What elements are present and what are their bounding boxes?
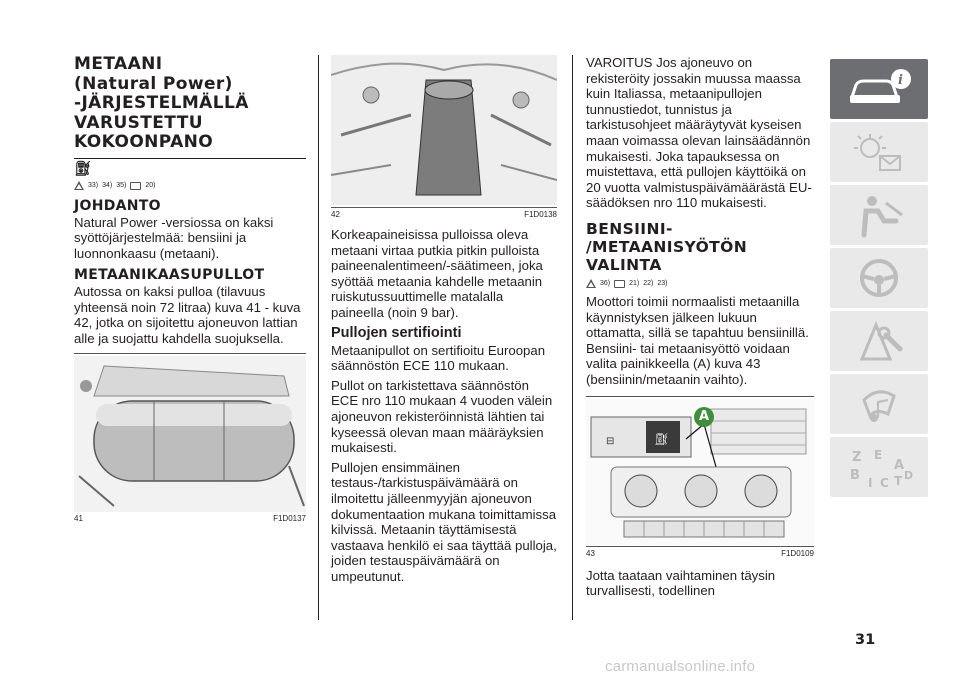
section-title (586, 220, 814, 274)
ref-number: 34) (102, 182, 113, 189)
figure-code: F1D0138 (524, 210, 557, 219)
ref-number: 20) (145, 182, 156, 189)
title-line: KOKOONPANO (74, 132, 214, 152)
ref-number: 35) (116, 182, 127, 189)
ref-number: 33) (88, 182, 99, 189)
manual-book-icon (614, 280, 625, 288)
title-line: /METAANISYÖTÖN (586, 237, 748, 256)
right-column (586, 55, 814, 599)
title-line: BENSIINI- (586, 219, 673, 238)
figure-code: F1D0137 (273, 513, 306, 523)
figure-42 (331, 55, 557, 219)
left-column (74, 55, 306, 523)
svg-text:Z: Z (852, 450, 862, 465)
airbag-seat-icon[interactable] (830, 185, 928, 245)
svg-text:E: E (874, 448, 883, 462)
alphabet-index-icon[interactable] (830, 437, 928, 497)
body-text: Autossa on kaksi pulloa (tilavuus yhteensä noin 72 litraa) kuva 41 - kuva 42, jotka on sijoitettu ajoneuvon lattian alle ja suojattu kahdella suojuksella. (74, 284, 301, 347)
body-text: Natural Power -versiossa on kaksi syöttöjärjestelmää: bensiini ja luonnonkaasu (metaani). (74, 214, 274, 261)
subsection-title: JOHDANTO (74, 197, 161, 214)
chapter-tabs (830, 59, 928, 500)
underbody-image (331, 55, 557, 205)
methane-nozzle-icon: ⛽︎ (74, 160, 92, 177)
svg-text:D: D (904, 469, 914, 482)
body-text: Pullot on tarkistettava säännöstön ECE nro 110 mukaan 4 vuoden välein ajoneuvon rekisteröinnistä lähtien tai kyseessä olevan maan määräyksien mukaisesti. (331, 377, 553, 456)
body-text: Jotta taataan vaihtaminen täysin turvallisesti, todellinen (586, 567, 776, 599)
svg-text:i: i (898, 73, 903, 88)
ref-number: 22) (643, 280, 654, 288)
svg-text:A: A (894, 458, 905, 473)
manual-book-icon (130, 182, 141, 190)
figure-41 (74, 353, 306, 523)
warning-triangle-icon (586, 279, 596, 288)
svg-text:⛽︎: ⛽︎ (654, 431, 670, 446)
title-line: -JÄRJESTELMÄLLÄ (74, 93, 249, 113)
warning-text: VAROITUS Jos ajoneuvo on rekisteröity jossakin muussa maassa kuin Italiassa, metaanipullojen tunnustiedot, tunnistus ja tarkistusohjeet määräytyvät kyseisen maan voimassa olevan lainsäädännön mukaisesti. Joka tapauksessa on muistettava, että pullojen käyttöikä on 20 vuotta valmistuspäivämäärästä EU-säädöksen nro 110 mukaisesti. (586, 55, 812, 211)
figure-number: 43 (586, 548, 595, 558)
ref-number: 36) (600, 280, 611, 288)
body-text: Pullojen ensimmäinen testaus-/tarkistuspäivämäärä on ilmoitettu jälleenmyyjän ajoneuvon dokumentaation mukana toimittamissa kilvissä. Metaanin täyttämisestä vastaava henkilö ei saa täyttää pulloja, joiden testauspäivämäärä on umpeutunut. (331, 459, 557, 584)
svg-text:T: T (894, 474, 903, 488)
column-divider (572, 55, 573, 620)
title-line: VALINTA (586, 255, 662, 274)
dashboard-image (586, 399, 814, 545)
figure-43 (586, 396, 814, 558)
ref-number: 21) (629, 280, 640, 288)
title-line: (Natural Power) (74, 73, 233, 94)
figure-number: 42 (331, 210, 340, 219)
title-rule (74, 158, 306, 159)
middle-column (331, 55, 557, 584)
subsection-title: Pullojen sertifiointi (331, 324, 462, 341)
ref-number: 23) (657, 280, 668, 288)
warning-references (74, 180, 306, 192)
warning-references (586, 278, 814, 290)
body-text: Bensiini- tai metaanisyöttö voidaan valita painikkeella (A) kuva 43 (bensiinin/metaanin vaihto). (586, 340, 790, 387)
svg-text:B: B (850, 468, 860, 483)
body-text: Metaanipullot on sertifioitu Euroopan säännöstön ECE 110 mukaan. (331, 342, 546, 374)
music-navigation-icon[interactable] (830, 374, 928, 434)
column-divider (318, 55, 319, 620)
svg-text:I: I (868, 476, 873, 490)
warning-triangle-icon (74, 181, 84, 190)
figure-code: F1D0109 (781, 548, 814, 558)
figure-caption (331, 210, 557, 219)
page-number: 31 (855, 632, 876, 648)
watermark: carmanualsonline.info (605, 658, 756, 675)
svg-text:C: C (880, 476, 889, 490)
body-text: Moottori toimii normaalisti metaanilla käynnistyksen jälkeen lukuun ottamatta, sillä se tapahtuu bensiinillä. (586, 293, 809, 341)
gas-cylinder-image (74, 356, 306, 512)
car-info-icon[interactable] (830, 59, 928, 119)
title-line: VARUSTETTU (74, 112, 203, 133)
svg-text:⊟: ⊟ (606, 435, 615, 447)
roadside-tools-icon[interactable] (830, 311, 928, 371)
figure-caption (74, 514, 306, 523)
subsection-title: METAANIKAASUPULLOT (74, 267, 265, 284)
warning-lights-icon[interactable] (830, 122, 928, 182)
steering-wheel-icon[interactable] (830, 248, 928, 308)
section-title (74, 55, 306, 153)
figure-caption (586, 549, 814, 558)
body-text: Korkeapaineisissa pulloissa oleva metaani virtaa putkia pitkin pulloista paineenalentimeen/-säätimeen, joka syöttää metaania kahdelle metaanin ruiskutussuuttimelle matalalla paineella (noin 9 bar). (331, 227, 543, 320)
title-line: METAANI (74, 54, 163, 74)
figure-number: 41 (74, 513, 83, 523)
marker-a-label: A (698, 408, 710, 424)
